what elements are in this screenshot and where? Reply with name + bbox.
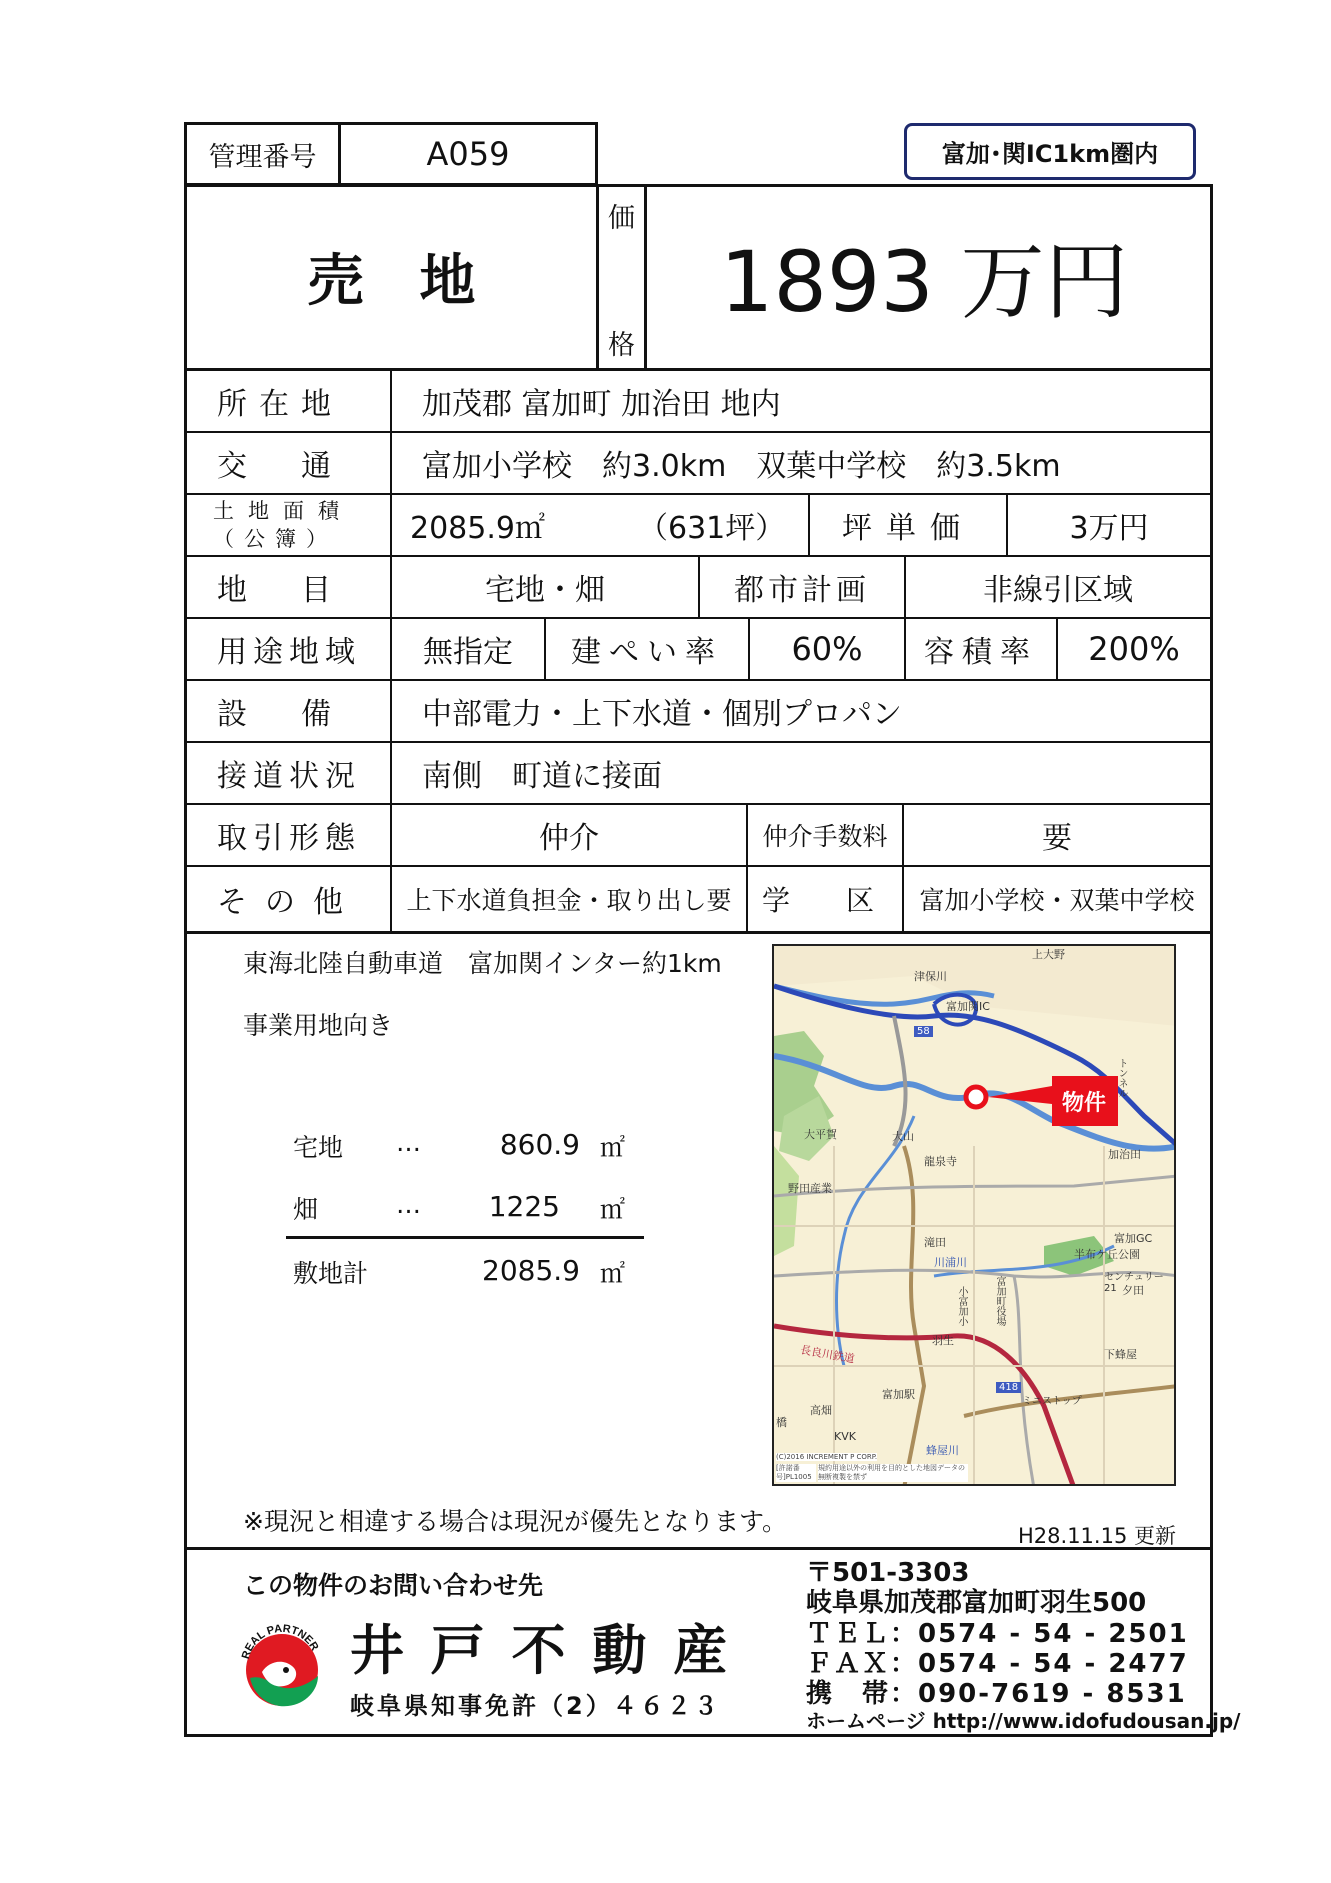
- zoning-value: 無指定: [423, 634, 513, 670]
- map-label-takita: 滝田: [924, 1236, 946, 1249]
- deal-label: 取引形態: [217, 820, 361, 856]
- map-label-tsuho: 津保川: [914, 970, 947, 983]
- city-plan-label: 都市計画: [734, 572, 870, 608]
- breakdown-unit: ㎡: [600, 1195, 626, 1224]
- zoning-label: 用途地域: [217, 634, 361, 670]
- total-unit: ㎡: [600, 1259, 626, 1288]
- map-label-route58: 58: [914, 1026, 933, 1037]
- road-value: 南側 町道に接面: [422, 758, 662, 794]
- area-value: 2085.9㎡: [410, 510, 545, 546]
- map-label-kvk: KVK: [834, 1430, 856, 1443]
- map-label-takahata: 高畑: [810, 1404, 832, 1417]
- map-label-shimohachiya: 下蜂屋: [1104, 1348, 1137, 1361]
- price: 1893 万円: [720, 232, 1129, 331]
- ic-badge: 富加･関IC1km圏内: [904, 123, 1196, 180]
- license-number: 岐阜県知事免許（2）４６２３: [350, 1692, 721, 1720]
- fee-value: 要: [1042, 820, 1072, 856]
- map-label-railway: 長良川鉄道: [799, 1343, 856, 1366]
- map-copyright: (C)2016 INCREMENT P CORP.: [776, 1453, 878, 1461]
- price-label-top: 価: [608, 202, 635, 234]
- id-label: 管理番号: [208, 141, 317, 173]
- map-label-century: センチュリー21: [1104, 1272, 1164, 1294]
- listing-type: 売 地: [307, 249, 476, 314]
- unit-price-label: 坪単価: [842, 510, 974, 546]
- note-usage: 事業用地向き: [243, 1011, 394, 1040]
- breakdown-name: 宅地: [293, 1133, 344, 1162]
- inquiry-title: この物件のお問い合わせ先: [243, 1571, 544, 1600]
- area-label-bottom: （公簿）: [213, 527, 337, 551]
- far-value: 200%: [1088, 629, 1180, 668]
- school-label: 学 区: [761, 884, 888, 917]
- unit-price-value: 3万円: [1069, 510, 1149, 546]
- area-label-top: 土地面積: [213, 499, 353, 523]
- logo-arc-text: REAL PARTNER: [239, 1622, 321, 1661]
- transport-label: 交 通: [217, 448, 343, 484]
- map-label-oyama: 大山: [892, 1130, 914, 1143]
- id-value: A059: [426, 135, 510, 173]
- school-value: 富加小学校・双葉中学校: [919, 886, 1195, 915]
- postal-code: 〒501-3303: [806, 1558, 970, 1588]
- total-name: 敷地計: [293, 1259, 369, 1288]
- map-label-gc: 富加GC: [1114, 1232, 1153, 1245]
- other-value: 上下水道負担金・取り出し要: [406, 886, 732, 915]
- mobile-number[interactable]: 携 帯：090-7619 - 8531: [806, 1679, 1187, 1709]
- address: 岐阜県加茂郡富加町羽生500: [806, 1588, 1147, 1618]
- land-value: 宅地・畑: [485, 572, 605, 608]
- map-label-hanyu: 羽生: [932, 1334, 954, 1347]
- breakdown-dots: …: [396, 1190, 421, 1219]
- tel-number[interactable]: ＴＥＬ：0574 - 54 - 2501: [806, 1619, 1189, 1649]
- bcr-label: 建ぺい率: [571, 634, 723, 670]
- note-highway: 東海北陸自動車道 富加関インター約1km: [243, 949, 722, 978]
- map-permit: [許諾番号]PL1005: [776, 1464, 816, 1482]
- fax-number: ＦＡＸ：0574 - 54 - 2477: [806, 1649, 1189, 1679]
- map-label-yuda: 夕田: [1122, 1284, 1144, 1297]
- location-map: [772, 944, 1176, 1486]
- other-label: その他: [217, 885, 361, 920]
- area-label: [187, 494, 390, 555]
- map-label-noda: 野田産業: [788, 1182, 832, 1195]
- fee-label: 仲介手数料: [762, 821, 888, 851]
- transport-value: 富加小学校 約3.0km 双葉中学校 約3.5km: [422, 448, 1061, 484]
- map-label-route418: 418: [996, 1382, 1021, 1393]
- land-label: 地 目: [217, 572, 343, 608]
- area-tsubo: （631坪）: [638, 510, 786, 546]
- map-label-tunnel: トンネル: [1116, 1058, 1127, 1098]
- breakdown-name: 畑: [293, 1195, 319, 1224]
- price-label-bottom: 格: [608, 329, 635, 361]
- map-label-office: 富加町役場: [994, 1276, 1005, 1326]
- location-label: 所在地: [217, 386, 343, 422]
- bcr-value: 60%: [791, 629, 863, 668]
- map-label-park: 半布ケ丘公園: [1074, 1248, 1140, 1261]
- map-label-kamioono: 上大野: [1032, 948, 1065, 961]
- breakdown-divider: [286, 1236, 644, 1239]
- city-plan-value: 非線引区域: [983, 572, 1133, 608]
- road-label: 接道状況: [217, 758, 361, 794]
- breakdown-dots: …: [396, 1128, 421, 1157]
- company-name: 井 戸 不 動 産: [350, 1619, 732, 1682]
- map-label-kawaura: 川浦川: [934, 1256, 967, 1269]
- map-label-hachiya: 蜂屋川: [926, 1444, 959, 1457]
- website-link[interactable]: ホームページ http://www.idofudousan.jp/: [806, 1709, 1241, 1733]
- map-permit-note: 規約用途以外の利用を目的とした地図データの無断複製を禁ず: [818, 1464, 968, 1482]
- map-label-ic: 富加関IC: [946, 1000, 990, 1013]
- map-label-hashi: 橋: [776, 1416, 787, 1429]
- deal-value: 仲介: [539, 820, 599, 856]
- updated-date: H28.11.15 更新: [1018, 1524, 1176, 1548]
- map-label-temple: 龍泉寺: [924, 1155, 957, 1168]
- map-label-kajita: 加治田: [1108, 1148, 1141, 1161]
- breakdown-value: 1225: [488, 1190, 560, 1223]
- map-label-taihoga: 大平賀: [804, 1128, 837, 1141]
- disclaimer: ※現況と相違する場合は現況が優先となります。: [243, 1507, 787, 1536]
- far-label: 容積率: [924, 634, 1038, 670]
- breakdown-unit: ㎡: [600, 1133, 626, 1162]
- map-label-ministop: ミニストップ: [1022, 1396, 1082, 1407]
- map-marker-label: 物件: [1062, 1091, 1107, 1116]
- total-value: 2085.9: [482, 1254, 580, 1287]
- map-label-school: 小富加小: [956, 1286, 967, 1326]
- facilities-value: 中部電力・上下水道・個別プロパン: [422, 696, 902, 732]
- company-logo: [234, 1618, 330, 1714]
- location-value: 加茂郡 富加町 加治田 地内: [422, 386, 781, 422]
- map-graphic: [774, 946, 1176, 1486]
- facilities-label: 設 備: [217, 696, 343, 732]
- breakdown-value: 860.9: [499, 1128, 580, 1161]
- map-label-station: 富加駅: [882, 1388, 915, 1401]
